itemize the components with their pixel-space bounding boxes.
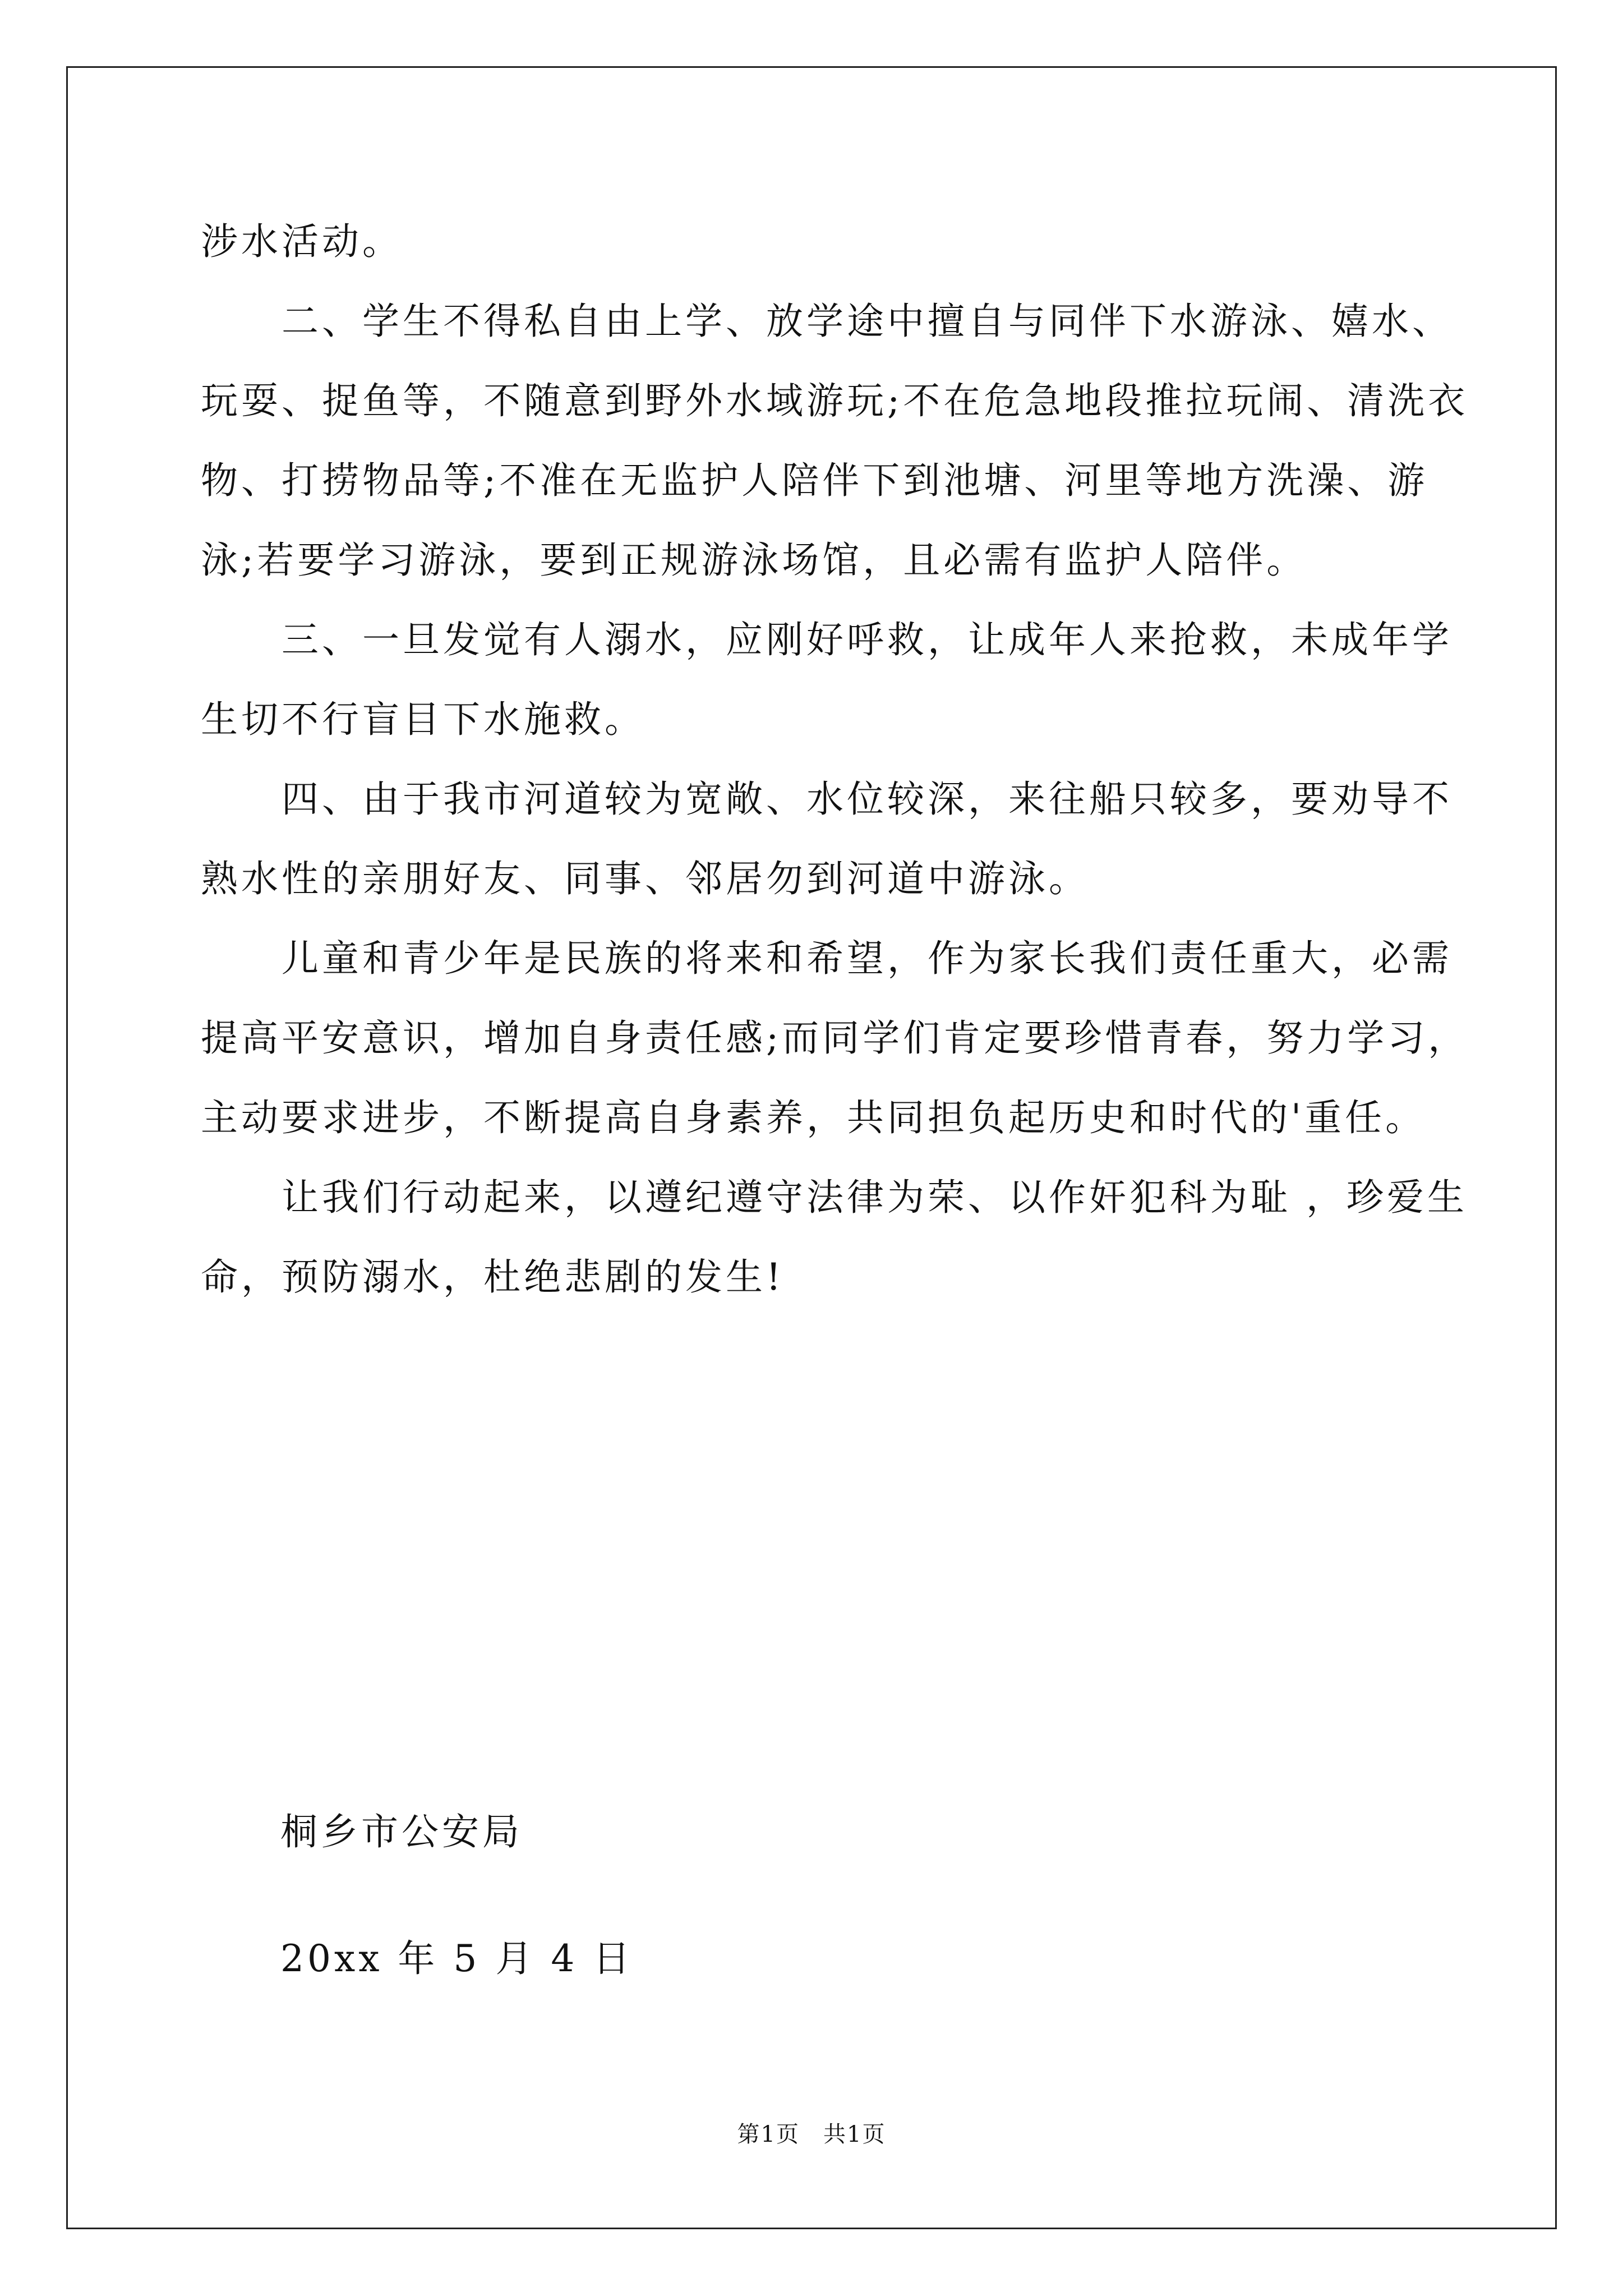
paragraph-call-to-action: 让我们行动起来，以遵纪遵守法律为荣、以作奸犯科为耻 ，珍爱生命，预防溺水，杜绝悲剧的发生!	[201, 1176, 1468, 1299]
signature-organization: 桐乡市公安局	[280, 1810, 523, 1853]
paragraph-rule-four: 四、由于我市河道较为宽敞、水位较深，来往船只较多，要劝导不熟水性的亲朋好友、同事、邻居勿到河道中游泳。	[201, 777, 1453, 900]
document-body	[201, 202, 1474, 1317]
page-number-footer: 第1页 共1页	[737, 2122, 886, 2147]
signature-date: 20xx 年 5 月 4 日	[280, 1937, 634, 1980]
paragraph-rule-two: 二、学生不得私自由上学、放学途中擅自与同伴下水游泳、嬉水、玩耍、捉鱼等，不随意到野外水域游玩;不在危急地段推拉玩闹、清洗衣物、打捞物品等;不准在无监护人陪伴下到池塘、河里等地方洗澡、游泳;若要学习游泳，要到正规游泳场馆，且必需有监护人陪伴。	[201, 300, 1469, 582]
paragraph-rule-three: 三、一旦发觉有人溺水，应刚好呼救，让成年人来抢救，未成年学生切不行盲目下水施救。	[201, 618, 1453, 741]
paragraph-responsibility: 儿童和青少年是民族的将来和希望，作为家长我们责任重大，必需提高平安意识，增加自身责任感;而同学们肯定要珍惜青春，努力学习，主动要求进步，不断提高自身素养，共同担负起历史和时代的'重任。	[201, 937, 1469, 1139]
paragraph-continuation: 涉水活动。	[201, 220, 403, 263]
